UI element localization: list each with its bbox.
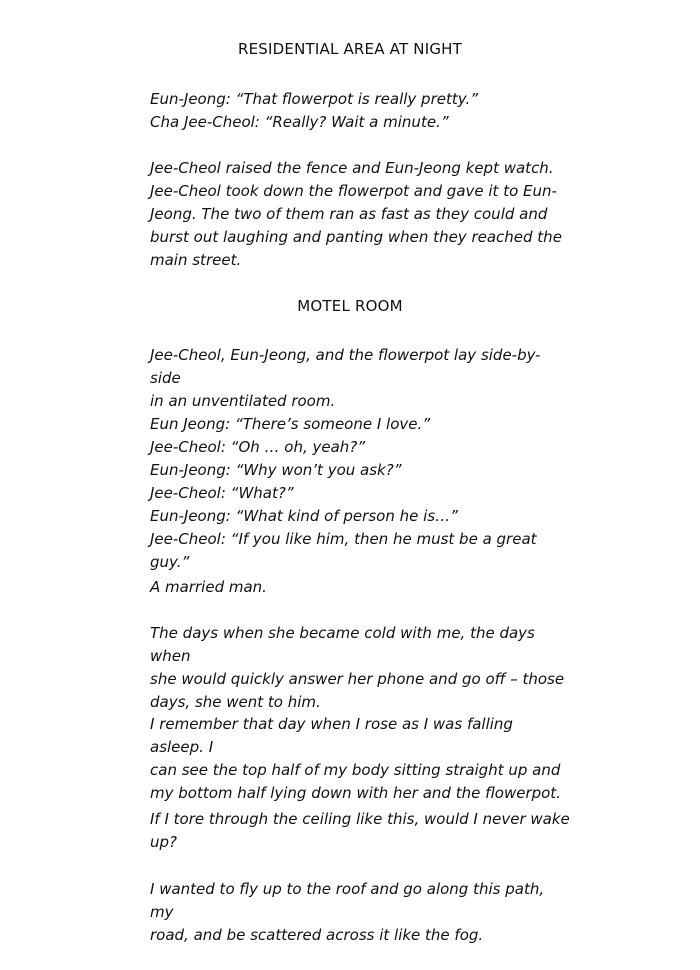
narration-line: my bottom half lying down with her and the flowerpot. [150, 784, 561, 802]
action-line: Jee-Cheol, Eun-Jeong, and the flowerpot lay side-by-side [150, 346, 541, 387]
action-line: burst out laughing and panting when they reached the [150, 228, 562, 246]
dialogue-line: Eun-Jeong: “That flowerpot is really pretty.” [150, 90, 478, 108]
action-line: Jee-Cheol raised the fence and Eun-Jeong kept watch. [150, 159, 554, 177]
dialogue-line: Jee-Cheol: “What?” [150, 484, 294, 502]
scene2-dialogue [150, 413, 570, 574]
narration-line: A married man. [150, 578, 267, 596]
narration-line: can see the top half of my body sitting straight up and [150, 761, 561, 779]
action-line: in an unventilated room. [150, 392, 336, 410]
dialogue-line: Eun-Jeong: “What kind of person he is…” [150, 507, 458, 525]
narration-line: she would quickly answer her phone and go off – those [150, 670, 565, 688]
scene-heading-motel: MOTEL ROOM [297, 297, 403, 315]
scene1-action [150, 157, 570, 272]
narration-line: days, she went to him. [150, 693, 321, 711]
dialogue-line: Jee-Cheol: “If you like him, then he must be a great guy.” [150, 530, 537, 571]
narration-line: The days when she became cold with me, the days when [150, 624, 535, 665]
scene1-dialogue [150, 88, 570, 134]
scene-heading-residential: RESIDENTIAL AREA AT NIGHT [238, 40, 462, 58]
scene2-action [150, 344, 570, 413]
dialogue-line: Cha Jee-Cheol: “Really? Wait a minute.” [150, 113, 449, 131]
narration-line: If I tore through the ceiling like this, would I never wake [150, 810, 570, 828]
narration-fly [150, 878, 570, 947]
action-line: Jeong. The two of them ran as fast as they could and [150, 205, 548, 223]
narration-line: up? [150, 833, 177, 851]
dialogue-line: Jee-Cheol: “Oh … oh, yeah?” [150, 438, 366, 456]
action-line: Jee-Cheol took down the flowerpot and gave it to Eun- [150, 182, 557, 200]
dialogue-line: Eun Jeong: “There’s someone I love.” [150, 415, 431, 433]
dialogue-line: Eun-Jeong: “Why won’t you ask?” [150, 461, 402, 479]
narration-married [150, 576, 570, 599]
narration-line: I wanted to fly up to the roof and go along this path, my [150, 880, 545, 921]
narration-line: road, and be scattered across it like the fog. [150, 926, 484, 944]
narration-ceiling [150, 808, 570, 854]
narration-line: I remember that day when I rose as I was falling asleep. I [150, 715, 513, 756]
narration-remember [150, 713, 570, 805]
action-line: main street. [150, 251, 242, 269]
narration-days [150, 622, 570, 714]
